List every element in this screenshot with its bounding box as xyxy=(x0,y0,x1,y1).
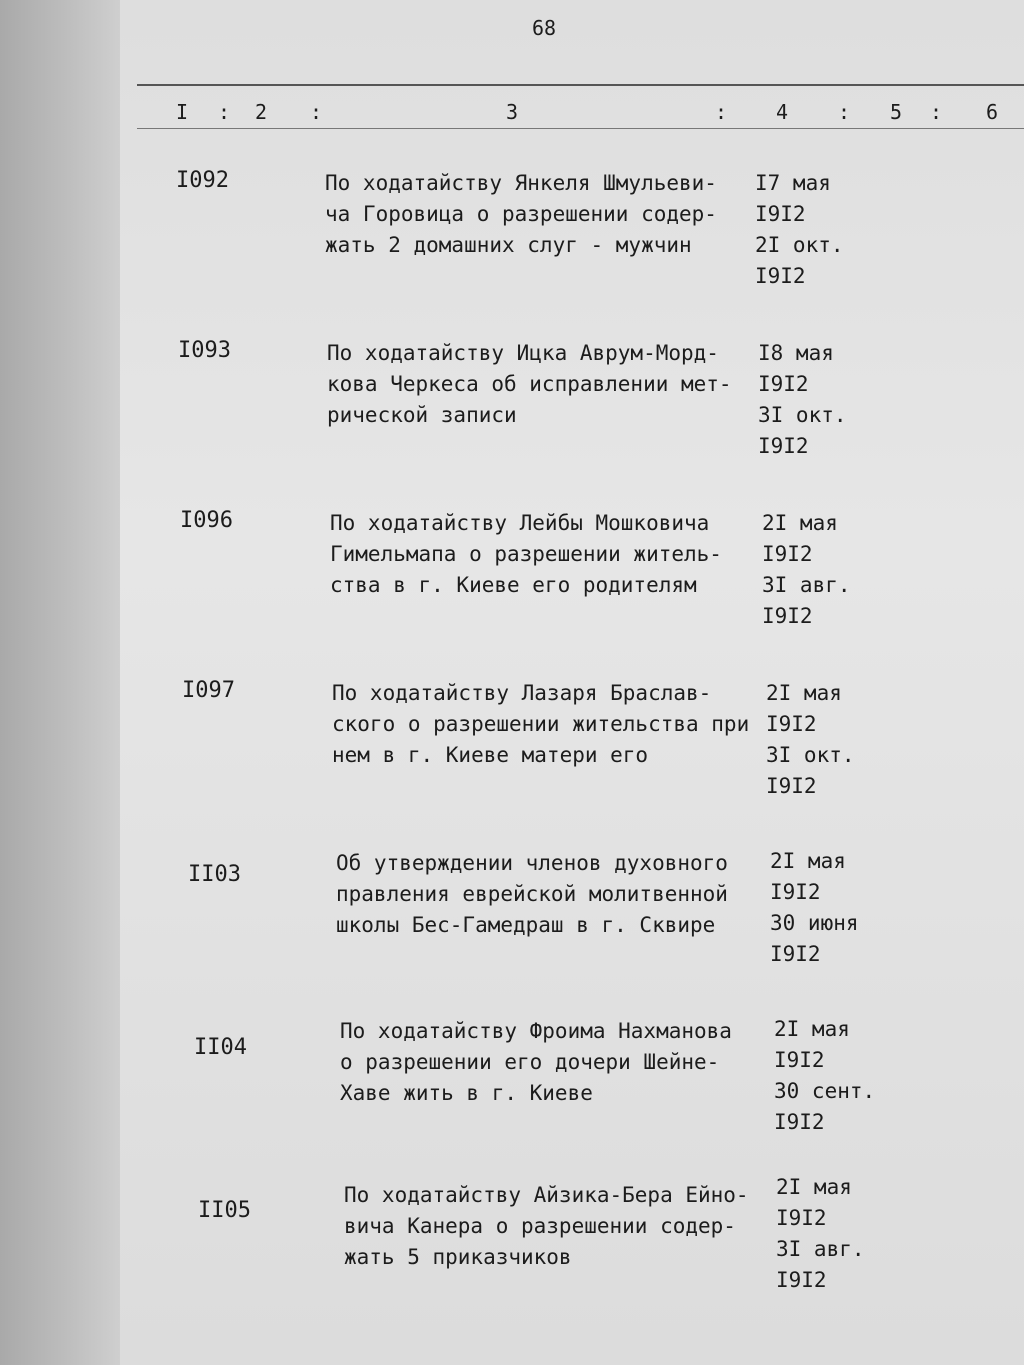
end-date: 30 июня xyxy=(770,911,859,935)
end-date: 3I авг. xyxy=(762,573,851,597)
column-header-2: 2 xyxy=(255,100,268,124)
title-line: Гимельмапа о разрешении житель- xyxy=(330,542,722,566)
column-separator: : xyxy=(310,100,323,124)
record-dates xyxy=(770,846,859,970)
title-line: ского о разрешении жительства при xyxy=(332,712,750,736)
record-dates xyxy=(762,508,851,632)
record-title xyxy=(336,848,776,941)
end-year: I9I2 xyxy=(758,434,809,458)
start-date: 2I мая xyxy=(776,1175,852,1199)
document-page xyxy=(120,0,1024,1365)
record-title xyxy=(332,678,772,771)
column-separator: : xyxy=(715,100,728,124)
record-title xyxy=(325,168,765,261)
facing-page-edge xyxy=(0,0,120,1365)
record-number: II04 xyxy=(194,1035,247,1060)
title-line: По ходатайству Лейбы Мошковича xyxy=(330,511,710,535)
title-line: По ходатайству Айзика-Бера Ейно- xyxy=(344,1183,749,1207)
end-date: 3I окт. xyxy=(766,743,855,767)
column-header-5: 5 xyxy=(890,100,903,124)
start-year: I9I2 xyxy=(758,372,809,396)
start-year: I9I2 xyxy=(776,1206,827,1230)
column-header-3: 3 xyxy=(506,100,519,124)
title-line: По ходатайству Лазаря Браслав- xyxy=(332,681,712,705)
title-line: Об утверждении членов духовного xyxy=(336,851,728,875)
record-number: I093 xyxy=(178,338,231,363)
column-separator: : xyxy=(838,100,851,124)
start-year: I9I2 xyxy=(755,202,806,226)
record-number: I096 xyxy=(180,508,233,533)
title-line: рической записи xyxy=(327,403,517,427)
start-date: 2I мая xyxy=(766,681,842,705)
title-line: По ходатайству Фроима Нахманова xyxy=(340,1019,732,1043)
column-separator: : xyxy=(218,100,231,124)
record-dates xyxy=(755,168,844,292)
header-bottom-rule xyxy=(137,128,1024,129)
start-year: I9I2 xyxy=(766,712,817,736)
end-date: 3I авг. xyxy=(776,1237,865,1261)
end-date: 30 сент. xyxy=(774,1079,876,1103)
record-number: II03 xyxy=(188,862,241,887)
title-line: кова Черкеса об исправлении мет- xyxy=(327,372,732,396)
end-year: I9I2 xyxy=(755,264,806,288)
record-dates xyxy=(758,338,847,462)
start-date: I8 мая xyxy=(758,341,834,365)
start-year: I9I2 xyxy=(770,880,821,904)
header-top-rule xyxy=(137,84,1024,86)
record-dates xyxy=(774,1014,875,1138)
end-date: 3I окт. xyxy=(758,403,847,427)
end-year: I9I2 xyxy=(762,604,813,628)
end-year: I9I2 xyxy=(766,774,817,798)
record-title xyxy=(327,338,767,431)
title-line: По ходатайству Ицка Аврум-Морд- xyxy=(327,341,719,365)
start-date: I7 мая xyxy=(755,171,831,195)
record-dates xyxy=(766,678,855,802)
title-line: правления еврейской молитвенной xyxy=(336,882,728,906)
record-title xyxy=(330,508,770,601)
record-number: I092 xyxy=(176,168,229,193)
record-number: II05 xyxy=(198,1198,251,1223)
start-year: I9I2 xyxy=(762,542,813,566)
record-number: I097 xyxy=(182,678,235,703)
start-date: 2I мая xyxy=(774,1017,850,1041)
end-year: I9I2 xyxy=(770,942,821,966)
title-line: жать 5 приказчиков xyxy=(344,1245,572,1269)
start-date: 2I мая xyxy=(770,849,846,873)
title-line: о разрешении его дочери Шейне- xyxy=(340,1050,720,1074)
start-year: I9I2 xyxy=(774,1048,825,1072)
end-year: I9I2 xyxy=(776,1268,827,1292)
title-line: жать 2 домашних слуг - мужчин xyxy=(325,233,692,257)
column-header-4: 4 xyxy=(776,100,789,124)
record-title xyxy=(340,1016,780,1109)
title-line: нем в г. Киеве матери его xyxy=(332,743,649,767)
title-line: По ходатайству Янкеля Шмульеви- xyxy=(325,171,717,195)
column-header-1: I xyxy=(176,100,189,124)
end-year: I9I2 xyxy=(774,1110,825,1134)
title-line: школы Бес-Гамедраш в г. Сквире xyxy=(336,913,716,937)
column-separator: : xyxy=(930,100,943,124)
page-number: 68 xyxy=(532,16,557,40)
start-date: 2I мая xyxy=(762,511,838,535)
title-line: ства в г. Киеве его родителям xyxy=(330,573,697,597)
column-header-6: 6 xyxy=(986,100,999,124)
title-line: вича Канера о разрешении содер- xyxy=(344,1214,736,1238)
record-dates xyxy=(776,1172,865,1296)
title-line: ча Горовица о разрешении содер- xyxy=(325,202,717,226)
end-date: 2I окт. xyxy=(755,233,844,257)
record-title xyxy=(344,1180,784,1273)
title-line: Хаве жить в г. Киеве xyxy=(340,1081,593,1105)
